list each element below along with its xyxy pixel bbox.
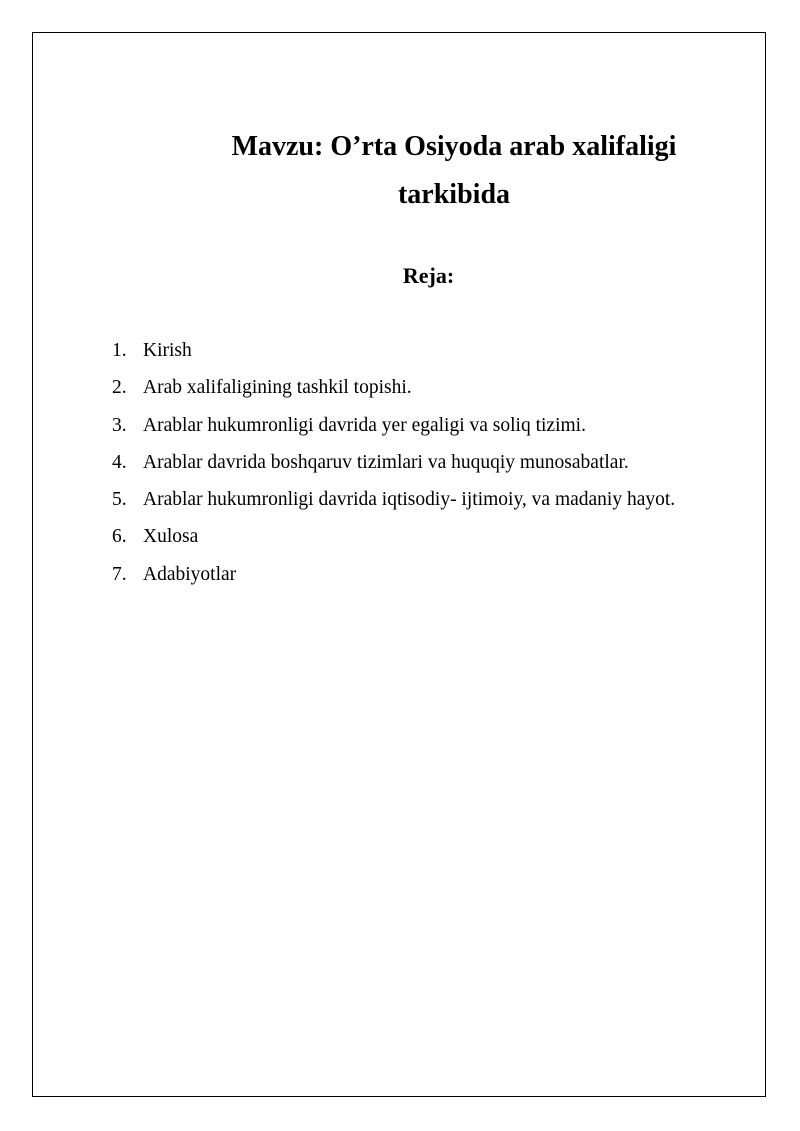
plan-item-number: 1. <box>112 340 127 361</box>
plan-item-text: Adabiyotlar <box>143 563 237 585</box>
plan-item-7 <box>112 556 675 593</box>
plan-item-text: Xulosa <box>143 526 199 548</box>
plan-item-text: Arab xalifaligining tashkil topishi. <box>143 377 412 399</box>
document-title: Mavzu: O’rta Osiyoda arab xalifaligi tarkibida <box>231 131 677 210</box>
plan-item-2 <box>112 369 675 406</box>
plan-item-number: 4. <box>112 451 127 473</box>
plan-item-5 <box>112 481 675 518</box>
plan-heading: Reja: <box>402 263 455 288</box>
plan-item-6 <box>112 518 675 555</box>
plan-item-number: 2. <box>112 377 127 399</box>
plan-item-text: Arablar davrida boshqaruv tizimlari va huquqiy munosabatlar. <box>143 451 629 473</box>
plan-item-number: 7. <box>112 563 127 585</box>
plan-item-1 <box>112 332 675 369</box>
plan-item-4 <box>112 444 675 481</box>
plan-item-3 <box>112 407 675 444</box>
plan-item-text: Arablar hukumronligi davrida iqtisodiy- ijtimoiy, va madaniy hayot. <box>143 489 676 511</box>
plan-item-number: 6. <box>112 526 127 548</box>
plan-item-number: 3. <box>112 414 127 436</box>
plan-item-number: 5. <box>112 489 127 511</box>
plan-item-text: Kirish <box>143 340 192 361</box>
plan-list <box>112 332 675 593</box>
plan-item-text: Arablar hukumronligi davrida yer egaligi va soliq tizimi. <box>143 414 586 436</box>
